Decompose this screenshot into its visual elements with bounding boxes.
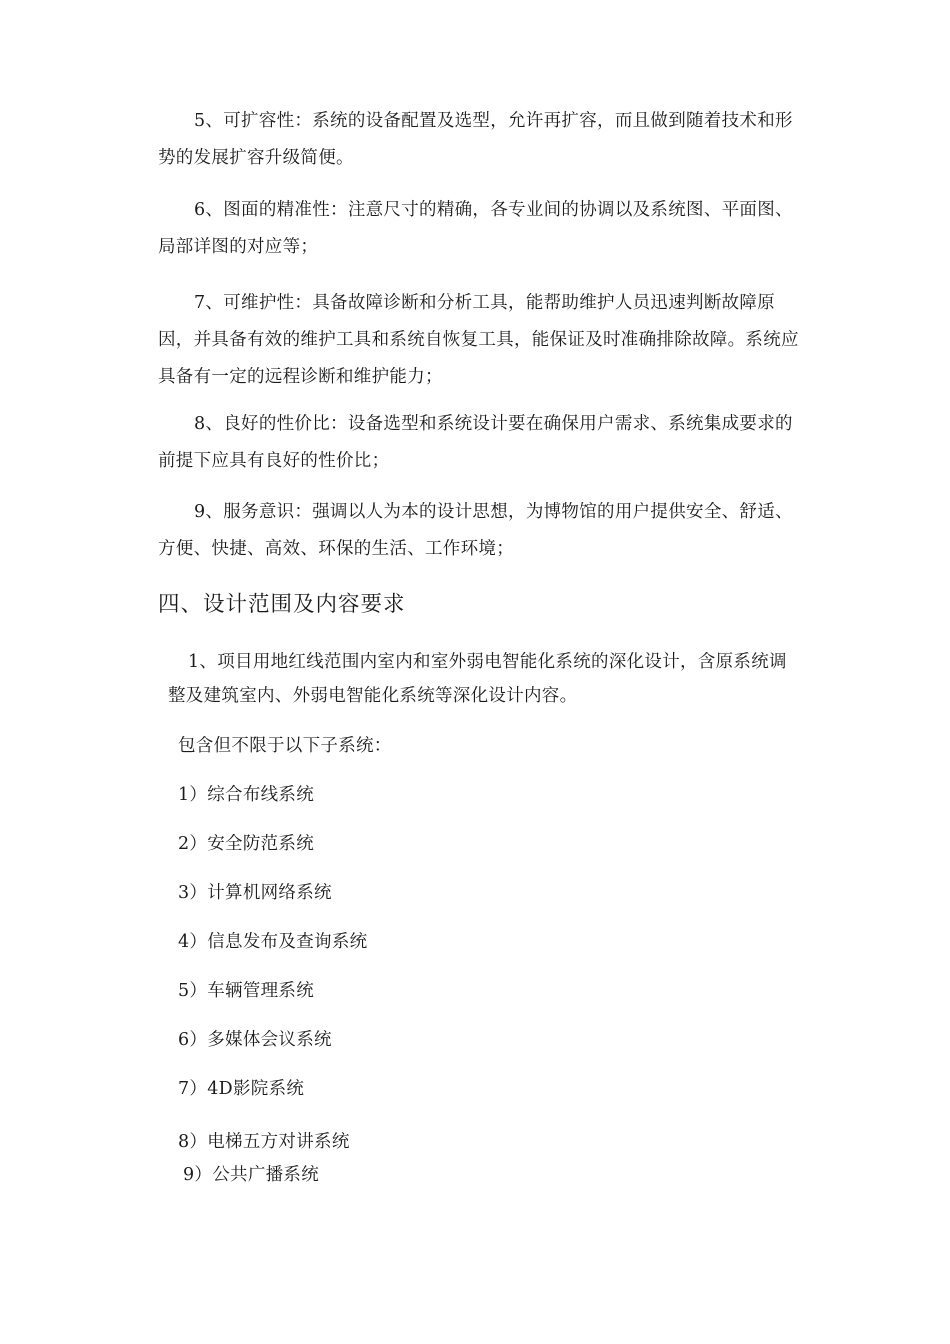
list-item: 2）安全防范系统: [178, 834, 315, 854]
subsystems-intro: 包含但不限于以下子系统：: [178, 736, 392, 756]
section-heading: 四、设计范围及内容要求: [158, 592, 406, 617]
list-item: 4）信息发布及查询系统: [178, 932, 368, 952]
paragraph-drawing-accuracy: 6、图面的精准性：注意尺寸的精确，各专业间的协调以及系统图、平面图、局部详图的对应等；: [158, 200, 793, 257]
paragraph-maintainability: 7、可维护性：具备故障诊断和分析工具，能帮助维护人员迅速判断故障原因，并具备有效的维护工具和系统自恢复工具，能保证及时准确排除故障。系统应具备有一定的远程诊断和维护能力；: [158, 293, 799, 387]
list-item: 5）车辆管理系统: [178, 981, 315, 1001]
list-item: 1）综合布线系统: [178, 785, 315, 805]
paragraph-cost-performance: 8、良好的性价比：设备选型和系统设计要在确保用户需求、系统集成要求的前提下应具有良好的性价比；: [158, 414, 793, 471]
list-item: 9）公共广播系统: [183, 1165, 320, 1185]
paragraph-scalability: 5、可扩容性：系统的设备配置及选型，允许再扩容，而且做到随着技术和形势的发展扩容升级简便。: [158, 111, 793, 168]
paragraph-service-awareness: 9、服务意识：强调以人为本的设计思想，为博物馆的用户提供安全、舒适、方便、快捷、高效、环保的生活、工作环境；: [158, 502, 793, 559]
paragraph-design-scope: 1、项目用地红线范围内室内和室外弱电智能化系统的深化设计，含原系统调整及建筑室内、外弱电智能化系统等深化设计内容。: [168, 652, 787, 706]
list-item: 7）4D影院系统: [178, 1079, 305, 1099]
list-item: 6）多媒体会议系统: [178, 1030, 332, 1050]
list-item: 3）计算机网络系统: [178, 883, 332, 903]
list-item: 8）电梯五方对讲系统: [178, 1132, 350, 1152]
